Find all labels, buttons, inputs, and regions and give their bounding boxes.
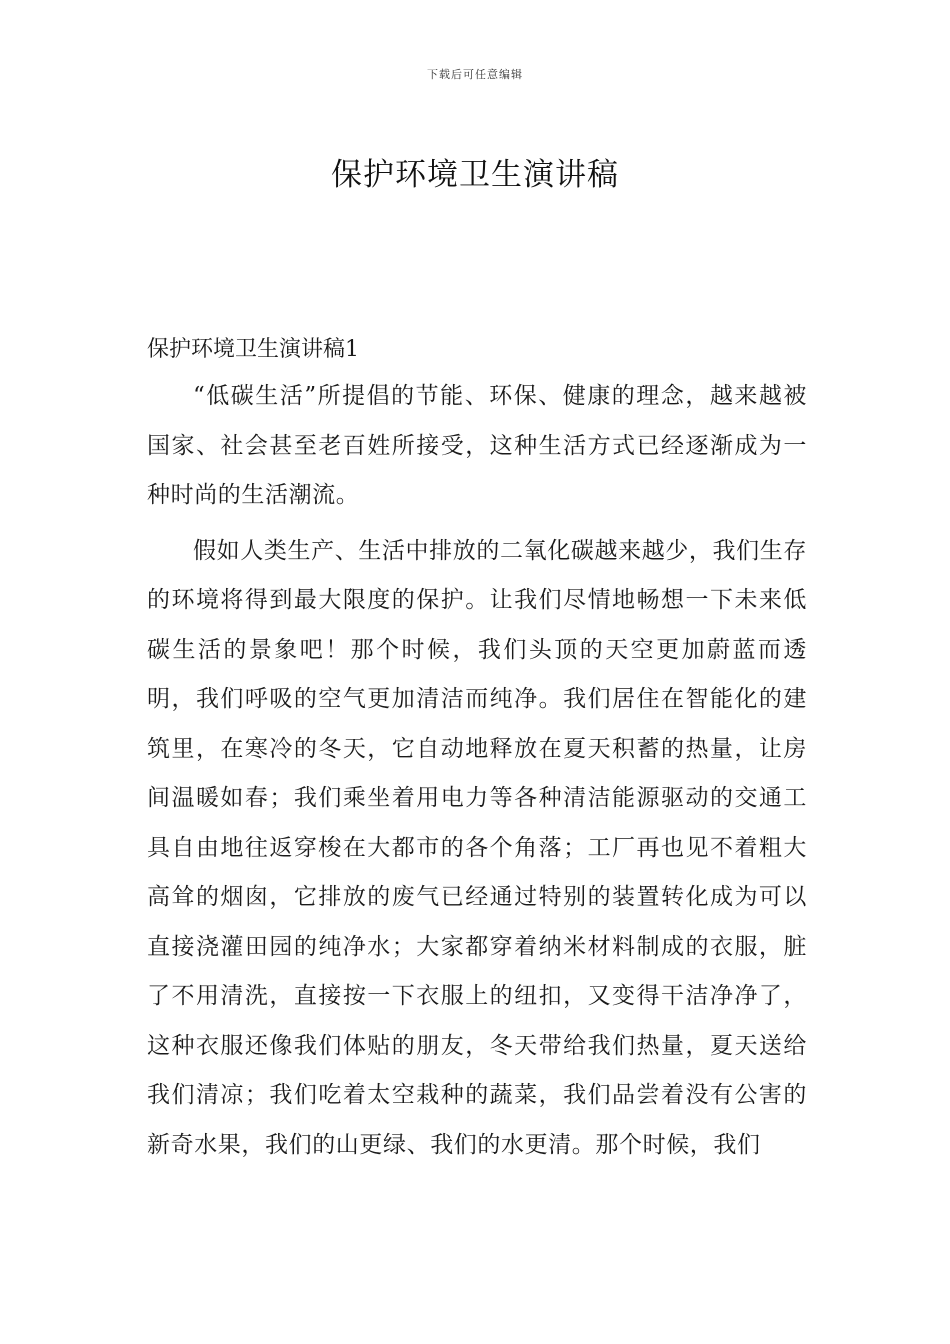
document-title: 保护环境卫生演讲稿 [331,156,619,193]
document-body [147,330,807,1176]
paragraph-2: 假如人类生产、生活中排放的二氧化碳越来越少，我们生存的环境将得到最大限度的保护。让我们尽情地畅想一下未来低碳生活的景象吧！那个时候，我们头顶的天空更加蔚蓝而透明，我们呼吸的空气更加清洁而纯净。我们居住在智能化的建筑里，在寒冷的冬天，它自动地释放在夏天积蓄的热量，让房间温暖如春；我们乘坐着用电力等各种清洁能源驱动的交通工具自由地往返穿梭在大都市的各个角落；工厂再也见不着粗大高耸的烟囱，它排放的废气已经通过特别的装置转化成为可以直接浇灌田园的纯净水；大家都穿着纳米材料制成的衣服，脏了不用清洗，直接按一下衣服上的纽扣，又变得干洁净净了，这种衣服还像我们体贴的朋友，冬天带给我们热量，夏天送给我们清凉；我们吃着太空栽种的蔬菜，我们品尝着没有公害的新奇水果，我们的山更绿、我们的水更清。那个时候，我们 [147,537,807,1158]
section-title: 保护环境卫生演讲稿1 [147,337,359,362]
paragraph-1: “低碳生活”所提倡的节能、环保、健康的理念，越来越被国家、社会甚至老百姓所接受，这种生活方式已经逐渐成为一种时尚的生活潮流。 [147,383,807,508]
page-header-note: 下载后可任意编辑 [427,68,523,81]
